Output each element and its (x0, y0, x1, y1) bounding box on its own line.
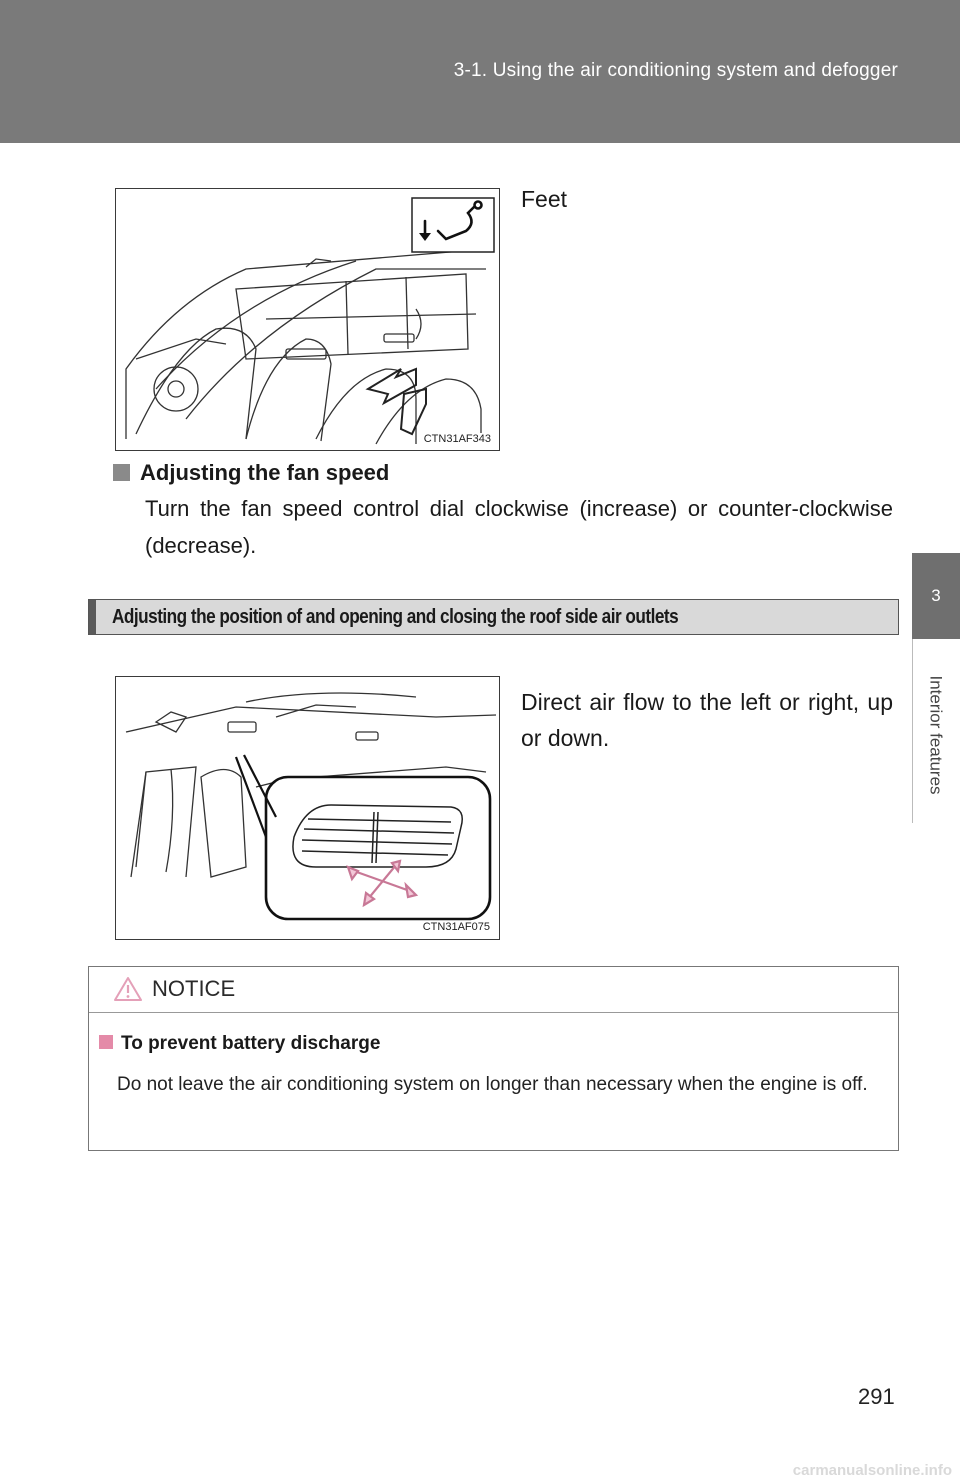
page-number: 291 (858, 1384, 895, 1409)
notice-subheading (99, 1033, 380, 1055)
roof-outlet-drawing (116, 677, 498, 938)
figure-code: CTN31AF075 (422, 921, 490, 933)
header-band (0, 0, 960, 143)
section-title: Adjusting the position of and opening and closing the roof side air outlets (112, 606, 679, 628)
fan-speed-heading-text: Adjusting the fan speed (140, 460, 390, 485)
bullet-square-icon (99, 1035, 113, 1049)
fan-speed-heading (113, 460, 389, 486)
chapter-number: 3 (931, 586, 941, 605)
section-title-bar (88, 599, 899, 635)
figure-code: CTN31AF343 (423, 433, 491, 445)
chapter-tab[interactable] (912, 553, 960, 639)
chapter-label (912, 640, 960, 830)
bullet-square-icon (113, 464, 130, 481)
notice-box (88, 966, 899, 1151)
chapter-name: Interior features (927, 675, 946, 795)
direct-airflow-caption: Direct air flow to the left or right, up or down. (521, 689, 893, 751)
warning-triangle-icon (113, 976, 143, 1002)
section-accent (89, 600, 96, 634)
notice-title: NOTICE (152, 976, 236, 1001)
section-header-title: 3-1. Using the air conditioning system and defogger (453, 60, 898, 81)
feet-airflow-illustration (115, 188, 500, 451)
roof-outlet-illustration (115, 676, 500, 940)
watermark: carmanualsonline.info (792, 1462, 952, 1479)
fan-speed-text: Turn the fan speed control dial clockwise (increase) or counter-clockwise (decrease). (145, 496, 893, 558)
notice-header (89, 967, 898, 1013)
notice-text: Do not leave the air conditioning system on longer than necessary when the engine is off. (117, 1074, 868, 1095)
feet-caption: Feet (521, 186, 568, 212)
notice-subheading-text: To prevent battery discharge (121, 1033, 381, 1054)
car-interior-drawing (116, 189, 498, 449)
